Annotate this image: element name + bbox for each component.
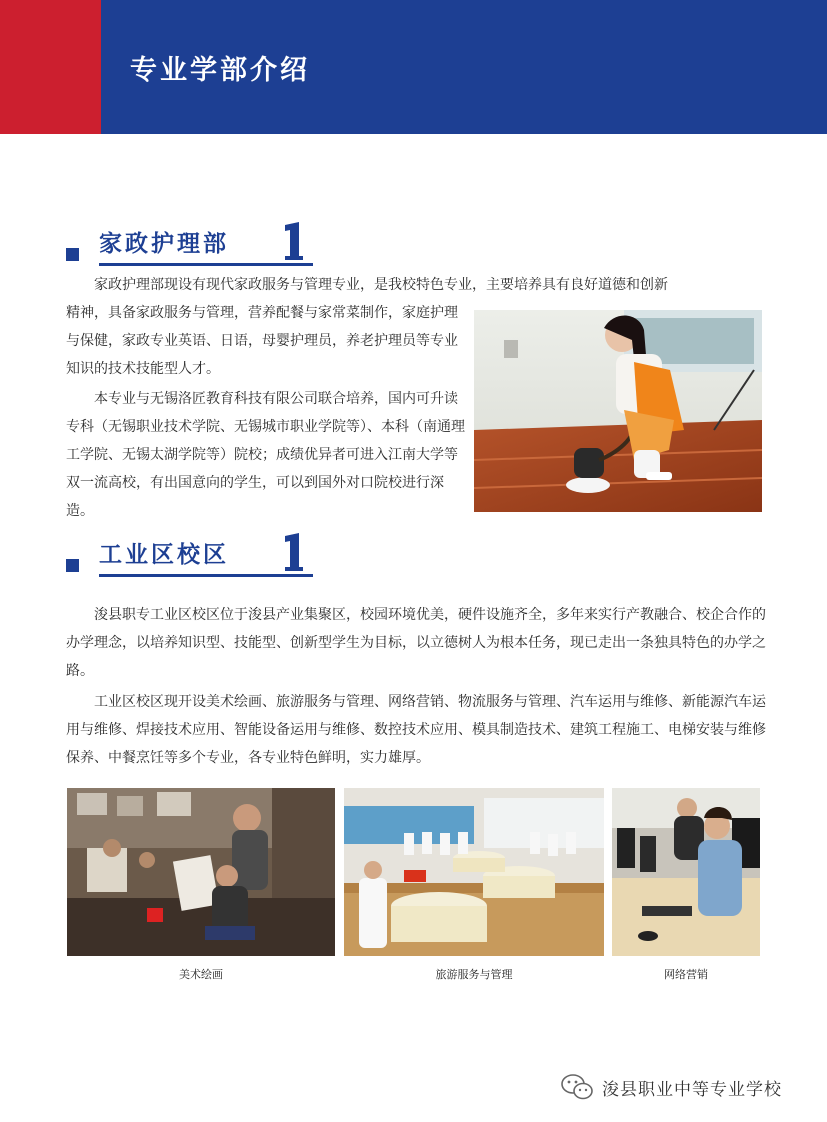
heading-underline [99, 574, 313, 577]
footer-brand [560, 1072, 782, 1102]
section-title-housekeeping: 家政护理部 [99, 231, 229, 257]
housekeeping-paragraph-rest: 精神，具备家政服务与管理，营养配餐与家常菜制作，家庭护理与保健，家政专业英语、日语，母婴护理员，养老护理员等专业知识的技术技能型人才。 [66, 305, 458, 377]
heading-numeral-icon [281, 222, 305, 260]
caption-network-marketing: 网络营销 [664, 968, 708, 981]
industrial-campus-paragraph-2: 工业区校区现开设美术绘画、旅游服务与管理、网络营销、物流服务与管理、汽车运用与维修、新能源汽车运用与维修、焊接技术应用、智能设备运用与维修、数控技术应用、模具制造技术、建筑工程施工、电梯安装与维修保养、中餐烹饪等多个专业，各专业特色鲜明，实力雄厚。 [66, 694, 766, 766]
housekeeping-paragraph-line1: 家政护理部现设有现代家政服务与管理专业，是我校特色专业，主要培养具有良好道德和创新 [94, 277, 668, 293]
photo-network-marketing [612, 788, 760, 956]
photo-tourism-service [344, 788, 604, 956]
section-title-industrial-campus: 工业区校区 [99, 542, 229, 568]
heading-square-marker [66, 559, 79, 572]
wechat-icon [560, 1073, 594, 1101]
heading-numeral-icon [281, 533, 305, 571]
industrial-campus-paragraph-1: 浚县职专工业区校区位于浚县产业集聚区，校园环境优美，硬件设施齐全，多年来实行产教融合、校企合作的办学理念，以培养知识型、技能型、创新型学生为目标，以立德树人为根本任务，现已走出一条独具特色的办学之路。 [66, 607, 766, 679]
photo-art-painting [67, 788, 335, 956]
section-heading-industrial-campus [66, 533, 313, 577]
footer-brand-name: 浚县职业中等专业学校 [602, 1079, 782, 1100]
caption-art-painting: 美术绘画 [179, 968, 223, 981]
section-heading-housekeeping [66, 222, 313, 266]
housekeeping-photo [474, 310, 762, 512]
heading-square-marker [66, 248, 79, 261]
header-red-block [0, 0, 101, 134]
housekeeping-paragraph-2: 本专业与无锡洛匠教育科技有限公司联合培养，国内可升读专科（无锡职业技术学院、无锡城市职业学院等）、本科（南通理工学院、无锡太湖学院等）院校；成绩优异者可进入江南大学等双一流高校，有出国意向的学生，可以到国外对口院校进行深造。 [66, 391, 465, 519]
page-title: 专业学部介绍 [130, 55, 310, 86]
heading-underline [99, 263, 313, 266]
caption-tourism-service: 旅游服务与管理 [435, 968, 513, 981]
header-banner [0, 0, 827, 134]
